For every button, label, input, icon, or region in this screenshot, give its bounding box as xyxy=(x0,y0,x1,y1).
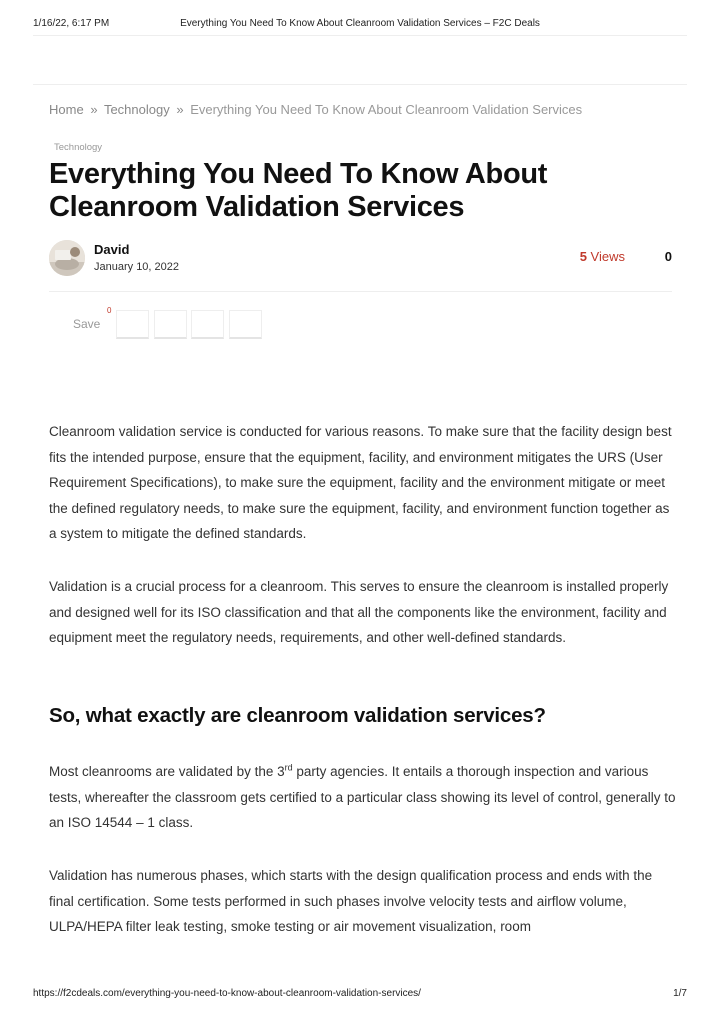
paragraph: Validation has numerous phases, which starts with the design qualification process and ends with the final certification. Some tests performed in such phases involve velocity tests and airflow volume, ULPA/HEPA filter leak testing, smoke testing or air movement visualization, room xyxy=(49,868,653,934)
author-meta xyxy=(49,240,672,280)
print-date: 1/16/22, 6:17 PM xyxy=(33,18,110,29)
breadcrumb-current: Everything You Need To Know About Cleanroom Validation Services xyxy=(190,102,583,117)
superscript: rd xyxy=(284,762,293,773)
nav-divider xyxy=(33,84,687,85)
avatar[interactable] xyxy=(49,240,85,276)
paragraph: Cleanroom validation service is conducted for various reasons. To make sure that the facility design best fits the intended purpose, ensure that the equipment, facility, and environment mitigates the URS (User Requirement Specifications), to make sure the equipment, facility and the environment mitigate or meet the defined regulatory needs, to make sure the equipment, facility, and environment function together as a system to mitigate the defined standards. xyxy=(49,424,672,541)
article-title-line1: Everything You Need To Know About xyxy=(49,158,548,190)
share-button-3[interactable] xyxy=(191,310,224,339)
author-name[interactable]: David xyxy=(94,242,130,257)
breadcrumb-technology-link[interactable]: Technology xyxy=(103,102,170,117)
views-counter xyxy=(580,249,625,264)
breadcrumb xyxy=(49,102,582,117)
share-count: 0 xyxy=(107,306,112,315)
header-divider xyxy=(33,35,687,36)
print-header xyxy=(0,0,720,36)
print-footer xyxy=(0,988,720,1008)
page-number: 1/7 xyxy=(673,988,687,999)
article-title-line2: Cleanroom Validation Services xyxy=(49,191,465,223)
paragraph: Validation is a crucial process for a cleanroom. This serves to ensure the cleanroom is installed properly and designed well for its ISO classification and that all the components like the environment, facility and equipment meet the regulatory needs, requirements, and other well-defined standards. xyxy=(49,579,669,645)
paragraph xyxy=(49,759,679,836)
views-label: Views xyxy=(590,249,625,264)
article-title xyxy=(49,158,669,224)
paragraph-text: party agencies. It entails a thorough inspection and various tests, whereafter the classroom gets certified to a particular class showing its level of control, generally to an ISO 14544 – 1 class. xyxy=(49,764,676,830)
share-button-1[interactable] xyxy=(116,310,149,339)
share-button-2[interactable] xyxy=(154,310,187,339)
breadcrumb-separator: » xyxy=(90,102,98,117)
meta-divider xyxy=(49,291,672,292)
section-heading: So, what exactly are cleanroom validation services? xyxy=(49,704,546,727)
print-url: https://f2cdeals.com/everything-you-need-to-know-about-cleanroom-validation-services/ xyxy=(33,988,421,999)
comments-count[interactable]: 0 xyxy=(664,249,672,264)
views-count: 5 xyxy=(579,249,587,264)
publish-date: January 10, 2022 xyxy=(94,261,180,273)
save-button[interactable]: Save xyxy=(73,317,101,331)
share-button-4[interactable] xyxy=(229,310,262,339)
paragraph-text: Most cleanrooms are validated by the 3 xyxy=(49,764,285,779)
category-link[interactable]: Technology xyxy=(54,142,103,153)
print-title: Everything You Need To Know About Cleanroom Validation Services – F2C Deals xyxy=(180,18,540,29)
breadcrumb-separator: » xyxy=(176,102,184,117)
breadcrumb-home-link[interactable]: Home xyxy=(49,102,84,117)
